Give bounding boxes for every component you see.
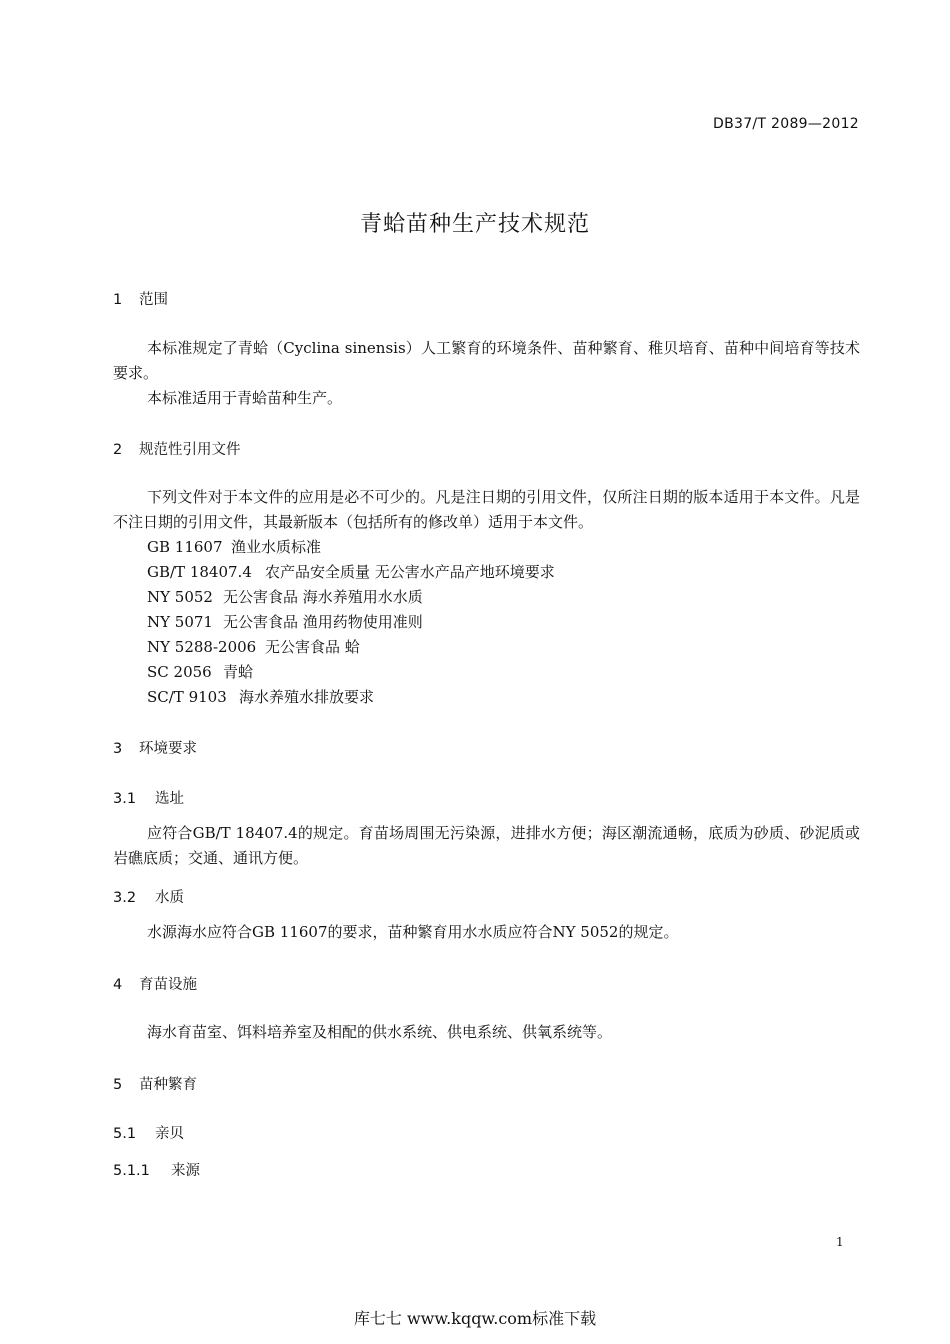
reference-name: 无公害食品 渔用药物使用准则 xyxy=(223,613,423,631)
reference-item xyxy=(147,660,253,685)
section-3-1-paragraph xyxy=(113,821,860,871)
reference-name: 无公害食品 海水养殖用水水质 xyxy=(223,588,423,606)
reference-item xyxy=(147,535,321,560)
section-1-paragraph xyxy=(113,336,860,386)
section-5-1-heading xyxy=(113,1122,184,1143)
section-1-heading xyxy=(113,288,168,309)
reference-code: GB 11607 xyxy=(147,538,223,556)
reference-code: SC 2056 xyxy=(147,663,212,681)
section-title: 育苗设施 xyxy=(139,977,197,993)
section-4-heading xyxy=(113,973,197,994)
section-number: 1 xyxy=(113,292,123,308)
section-number: 5.1 xyxy=(113,1126,137,1142)
section-4-paragraph: 海水育苗室、饵料培养室及相配的供水系统、供电系统、供氧系统等。 xyxy=(147,1023,613,1041)
section-2-paragraph xyxy=(113,485,860,535)
reference-item xyxy=(147,560,555,585)
section-number: 5.1.1 xyxy=(113,1163,150,1179)
section-3-2-paragraph: 水源海水应符合GB 11607的要求，苗种繁育用水水质应符合NY 5052的规定。 xyxy=(147,923,679,941)
footer-watermark: 库七七 www.kqqw.com标准下载 xyxy=(353,1309,597,1328)
section-3-1-heading xyxy=(113,787,184,808)
section-title: 范围 xyxy=(139,292,168,308)
standard-code: DB37/T 2089—2012 xyxy=(713,116,859,132)
page-number: 1 xyxy=(836,1235,844,1249)
section-number: 3 xyxy=(113,741,123,757)
section-title: 来源 xyxy=(171,1163,200,1179)
reference-code: NY 5052 xyxy=(147,588,213,606)
section-number: 3.1 xyxy=(113,791,137,807)
section-1-paragraph-2: 本标准适用于青蛤苗种生产。 xyxy=(147,389,343,407)
reference-name: 农产品安全质量 无公害水产品产地环境要求 xyxy=(265,563,555,581)
section-5-heading xyxy=(113,1073,197,1094)
section-number: 5 xyxy=(113,1077,123,1093)
reference-item xyxy=(147,585,423,610)
paragraph-text: 本标准规定了青蛤（Cyclina sinensis）人工繁育的环境条件、苗种繁育、稚贝培育、苗种中间培育等技术要求。 xyxy=(113,339,860,382)
section-5-1-1-heading xyxy=(113,1159,200,1180)
section-number: 4 xyxy=(113,977,123,993)
document-title: 青蛤苗种生产技术规范 xyxy=(359,212,590,237)
section-title: 选址 xyxy=(155,791,184,807)
reference-item xyxy=(147,610,423,635)
reference-name: 渔业水质标准 xyxy=(231,538,322,556)
section-3-2-heading xyxy=(113,886,184,907)
section-title: 环境要求 xyxy=(139,741,197,757)
reference-code: NY 5071 xyxy=(147,613,213,631)
reference-code: GB/T 18407.4 xyxy=(147,563,252,581)
reference-item xyxy=(147,635,360,660)
section-3-heading xyxy=(113,737,197,758)
section-2-heading xyxy=(113,438,241,459)
reference-code: NY 5288-2006 xyxy=(147,638,257,656)
paragraph-text: 应符合GB/T 18407.4的规定。育苗场周围无污染源，进排水方便；海区潮流通畅，底质为砂质、砂泥质或岩礁底质；交通、通讯方便。 xyxy=(113,824,860,867)
section-title: 苗种繁育 xyxy=(139,1077,197,1093)
reference-name: 无公害食品 蛤 xyxy=(265,638,360,656)
reference-name: 海水养殖水排放要求 xyxy=(239,688,375,706)
paragraph-text: 下列文件对于本文件的应用是必不可少的。凡是注日期的引用文件，仅所注日期的版本适用于本文件。凡是不注日期的引用文件，其最新版本（包括所有的修改单）适用于本文件。 xyxy=(113,488,860,531)
reference-name: 青蛤 xyxy=(223,663,254,681)
section-number: 2 xyxy=(113,442,123,458)
section-title: 水质 xyxy=(155,890,184,906)
reference-item xyxy=(147,685,374,710)
section-title: 亲贝 xyxy=(155,1126,184,1142)
section-title: 规范性引用文件 xyxy=(139,442,241,458)
reference-code: SC/T 9103 xyxy=(147,688,227,706)
section-number: 3.2 xyxy=(113,890,137,906)
